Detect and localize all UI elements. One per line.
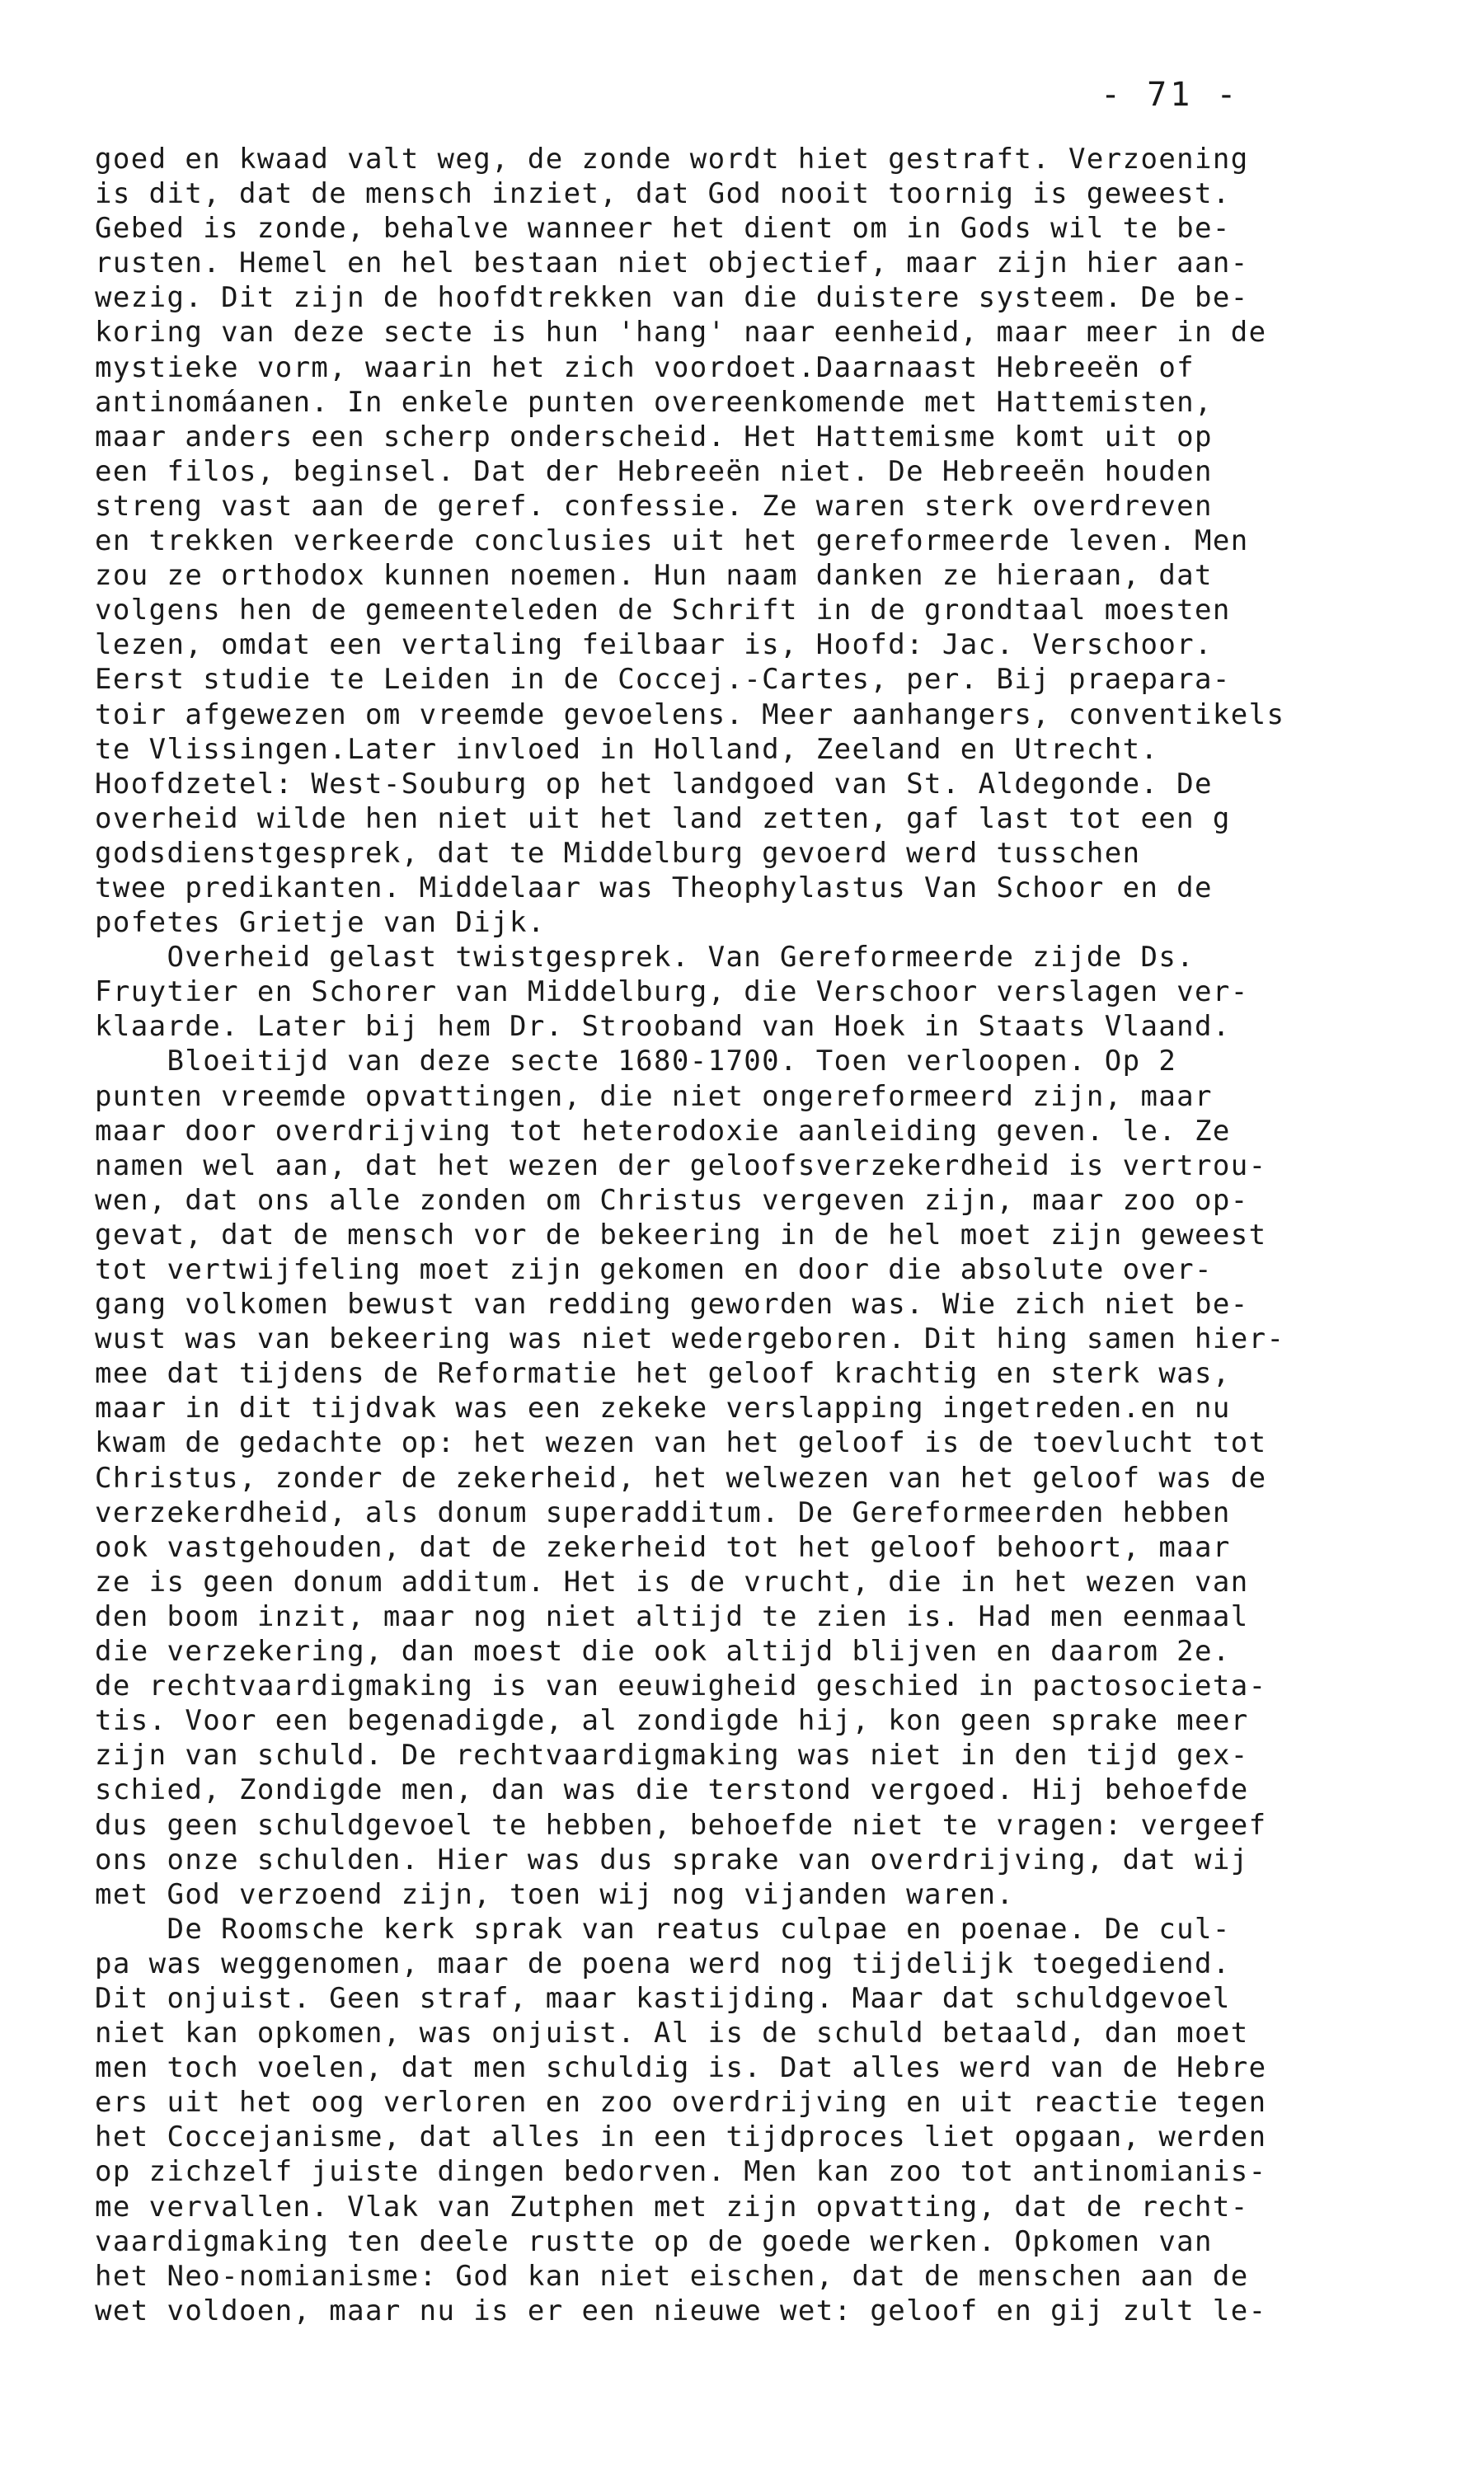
text-line: ons onze schulden. Hier was dus sprake van overdrijving, dat wij [95,1843,1249,1876]
text-line: Overheid gelast twistgesprek. Van Gereformeerde zijde Ds. [95,941,1195,975]
text-line: overheid wilde hen niet uit het land zetten, gaf last tot een g [95,801,1231,835]
text-line: me vervallen. Vlak van Zutphen met zijn opvatting, dat de recht- [95,2190,1249,2224]
text-line: klaarde. Later bij hem Dr. Strooband van Hoek in Staats Vlaand. [95,1010,1231,1044]
text-line: met God verzoend zijn, toen wij nog vijanden waren. [95,1877,1015,1911]
text-line: verzekerdheid, als donum superadditum. De Gereformeerden hebben [95,1496,1231,1529]
text-line: koring van deze secte is hun 'hang' naar eenheid, maar meer in de [95,316,1267,350]
text-line: zijn van schuld. De rechtvaardigmaking was niet in den tijd gex- [95,1739,1249,1773]
text-line: De Roomsche kerk sprak van reatus culpae en poenae. De cul- [95,1912,1231,1946]
text-line: wust was van bekeering was niet wedergeboren. Dit hing samen hier- [95,1322,1285,1356]
text-line: Bloeitijd van deze secte 1680-1700. Toen verloopen. Op 2 [95,1045,1177,1078]
text-line: de rechtvaardigmaking is van eeuwigheid geschied in pactosocieta- [95,1670,1267,1703]
text-line: is dit, dat de mensch inziet, dat God nooit toornig is geweest. [95,177,1231,211]
text-line: streng vast aan de geref. confessie. Ze waren sterk overdreven [95,489,1213,523]
text-line: den boom inzit, maar nog niet altijd te zien is. Had men eenmaal [95,1599,1249,1633]
text-line: antinomáanen. In enkele punten overeenkomende met Hattemisten, [95,385,1213,419]
text-line: pofetes Grietje van Dijk. [95,906,546,940]
text-line: wet voldoen, maar nu is er een nieuwe wet: geloof en gij zult le- [95,2294,1267,2327]
page-number: - 71 - [1101,76,1240,114]
text-line: ook vastgehouden, dat de zekerheid tot het geloof behoort, maar [95,1530,1231,1564]
text-line: toir afgewezen om vreemde gevoelens. Meer aanhangers, conventikels [95,697,1285,731]
text-line: Eerst studie te Leiden in de Coccej.-Cartes, per. Bij praepara- [95,663,1231,697]
text-line: wezig. Dit zijn de hoofdtrekken van die duistere systeem. De be- [95,281,1249,315]
text-line: men toch voelen, dat men schuldig is. Dat alles werd van de Hebre [95,2051,1267,2085]
text-line: mee dat tijdens de Reformatie het geloof krachtig en sterk was, [95,1357,1231,1391]
text-line: ze is geen donum additum. Het is de vrucht, die in het wezen van [95,1565,1249,1599]
text-line: en trekken verkeerde conclusies uit het gereformeerde leven. Men [95,524,1249,558]
text-line: ers uit het oog verloren en zoo overdrijving en uit reactie tegen [95,2086,1267,2120]
text-line: een filos, beginsel. Dat der Hebreeën niet. De Hebreeën houden [95,454,1213,488]
text-line: Fruytier en Schorer van Middelburg, die Verschoor verslagen ver- [95,975,1249,1009]
text-line: het Neo-nomianisme: God kan niet eischen, dat de menschen aan de [95,2259,1249,2293]
text-line: gevat, dat de mensch vor de bekeering in de hel moet zijn geweest [95,1218,1267,1252]
text-line: lezen, omdat een vertaling feilbaar is, Hoofd: Jac. Verschoor. [95,628,1213,662]
text-line: wen, dat ons alle zonden om Christus vergeven zijn, maar zoo op- [95,1183,1249,1217]
text-line: maar in dit tijdvak was een zekeke verslapping ingetreden.en nu [95,1392,1231,1425]
text-line: het Coccejanisme, dat alles in een tijdproces liet opgaan, werden [95,2120,1267,2154]
text-line: twee predikanten. Middelaar was Theophylastus Van Schoor en de [95,871,1213,904]
text-line: godsdienstgesprek, dat te Middelburg gevoerd werd tusschen [95,836,1141,870]
text-line: pa was weggenomen, maar de poena werd nog tijdelijk toegediend. [95,1947,1231,1980]
text-line: gang volkomen bewust van redding geworden was. Wie zich niet be- [95,1288,1249,1322]
text-line: rusten. Hemel en hel bestaan niet objectief, maar zijn hier aan- [95,247,1249,280]
text-line: mystieke vorm, waarin het zich voordoet.Daarnaast Hebreeën of [95,350,1195,384]
text-line: niet kan opkomen, was onjuist. Al is de schuld betaald, dan moet [95,2017,1249,2050]
text-line: maar anders een scherp onderscheid. Het Hattemisme komt uit op [95,420,1213,453]
text-line: Christus, zonder de zekerheid, het welwezen van het geloof was de [95,1461,1267,1495]
text-line: zou ze orthodox kunnen noemen. Hun naam danken ze hieraan, dat [95,559,1213,593]
text-line: goed en kwaad valt weg, de zonde wordt hiet gestraft. Verzoening [95,143,1249,176]
text-line: vaardigmaking ten deele rustte op de goede werken. Opkomen van [95,2224,1213,2258]
text-line: punten vreemde opvattingen, die niet ongereformeerd zijn, maar [95,1079,1213,1113]
text-line: die verzekering, dan moest die ook altijd blijven en daarom 2e. [95,1635,1231,1669]
text-line: op zichzelf juiste dingen bedorven. Men kan zoo tot antinomianis- [95,2155,1267,2189]
text-line: Gebed is zonde, behalve wanneer het dient om in Gods wil te be- [95,212,1231,246]
text-line: te Vlissingen.Later invloed in Holland, Zeeland en Utrecht. [95,732,1159,766]
text-line: dus geen schuldgevoel te hebben, behoefde niet te vragen: vergeef [95,1808,1267,1842]
text-line: volgens hen de gemeenteleden de Schrift in de grondtaal moesten [95,594,1231,627]
text-line: tot vertwijfeling moet zijn gekomen en door die absolute over- [95,1253,1213,1286]
text-line: kwam de gedachte op: het wezen van het geloof is de toevlucht tot [95,1426,1267,1460]
text-line: tis. Voor een begenadigde, al zondigde hij, kon geen sprake meer [95,1704,1249,1738]
text-line: Dit onjuist. Geen straf, maar kastijding. Maar dat schuldgevoel [95,1981,1231,2015]
text-line: maar door overdrijving tot heterodoxie aanleiding geven. le. Ze [95,1114,1231,1148]
typescript-body [95,142,1435,2328]
text-line: Hoofdzetel: West-Souburg op het landgoed van St. Aldegonde. De [95,767,1213,801]
text-line: schied, Zondigde men, dan was die terstond vergoed. Hij behoefde [95,1773,1249,1807]
text-line: namen wel aan, dat het wezen der geloofsverzekerdheid is vertrou- [95,1148,1267,1182]
